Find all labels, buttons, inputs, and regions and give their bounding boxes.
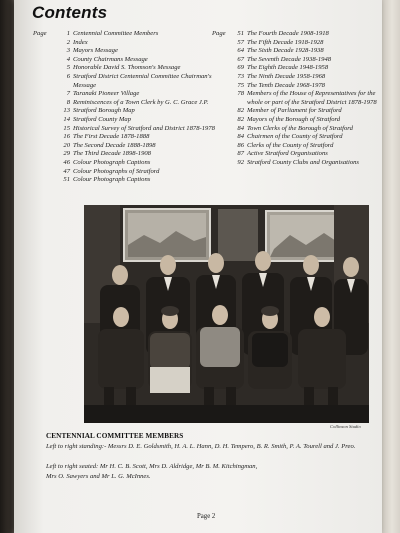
toc-entry bbox=[232, 125, 382, 134]
toc-page-label-right: Page bbox=[212, 30, 226, 37]
toc-page-label-left: Page bbox=[33, 30, 47, 37]
toc-entry bbox=[232, 116, 382, 125]
toc-entry-page: 78 bbox=[237, 90, 244, 98]
toc-entry-page: 84 bbox=[237, 124, 244, 132]
toc-entry bbox=[232, 73, 382, 82]
toc-entry-title: Reminiscences of a Town Clerk by G. C. Grace J.P. bbox=[73, 98, 209, 106]
toc-entry bbox=[58, 30, 218, 39]
toc-entry bbox=[58, 107, 218, 116]
toc-entry-title: Mayors Message bbox=[73, 47, 118, 55]
toc-entry bbox=[58, 64, 218, 73]
toc-entry bbox=[58, 99, 218, 108]
toc-entry-title: Stratford Borough Map bbox=[73, 107, 135, 115]
toc-entry-page: 13 bbox=[63, 107, 70, 115]
group-photo-illustration bbox=[84, 205, 369, 423]
toc-entry-title: The Ninth Decade 1958-1968 bbox=[247, 72, 326, 80]
toc-entry-page: 1 bbox=[66, 30, 70, 37]
toc-entry-title: The Second Decade 1888-1898 bbox=[73, 141, 156, 149]
toc-entry-title: The Sixth Decade 1928-1938 bbox=[247, 47, 324, 55]
toc-entry bbox=[58, 159, 218, 168]
toc-entry-page: 86 bbox=[237, 141, 244, 149]
toc-entry-page: 14 bbox=[63, 115, 70, 123]
toc-entry bbox=[58, 73, 218, 90]
toc-entry bbox=[58, 116, 218, 125]
toc-entry-title: Historical Survey of Stratford and District 1878-1978 bbox=[73, 124, 215, 132]
committee-group-photo bbox=[84, 205, 369, 423]
toc-entry-page: 16 bbox=[63, 133, 70, 141]
toc-entry-page: 4 bbox=[66, 55, 70, 63]
toc-entry-page: 29 bbox=[63, 150, 70, 158]
toc-entry-page: 51 bbox=[237, 30, 244, 37]
toc-entry bbox=[58, 90, 218, 99]
toc-entry-title: Stratford County Clubs and Organisations bbox=[247, 158, 359, 166]
toc-entry bbox=[232, 64, 382, 73]
toc-entry bbox=[58, 47, 218, 56]
toc-entry-page: 73 bbox=[237, 72, 244, 80]
toc-entry-page: 64 bbox=[237, 47, 244, 55]
toc-entry-title: Clerks of the County of Stratford bbox=[247, 141, 334, 149]
toc-entry-title: Colour Photograph Captions bbox=[73, 176, 151, 184]
toc-entry-page: 67 bbox=[237, 55, 244, 63]
page-number: Page 2 bbox=[197, 513, 216, 520]
toc-entry-title: Stratford District Centennial Committee Chairman's Message bbox=[73, 72, 212, 89]
toc-entry-title: The Fifth Decade 1918-1928 bbox=[247, 38, 324, 46]
toc-entry-title: The Tenth Decade 1968-1978 bbox=[247, 81, 325, 89]
toc-entry bbox=[58, 56, 218, 65]
toc-entry-title: Taranaki Pioneer Village bbox=[73, 90, 140, 98]
toc-entry-page: 84 bbox=[237, 133, 244, 141]
toc-entry bbox=[232, 133, 382, 142]
toc-entry-page: 6 bbox=[66, 72, 70, 80]
toc-list-left bbox=[58, 30, 218, 185]
toc-entry-page: 57 bbox=[237, 38, 244, 46]
toc-entry-title: The First Decade 1878-1888 bbox=[73, 133, 150, 141]
toc-entry bbox=[232, 159, 382, 168]
toc-entry-title: County Chairmans Message bbox=[73, 55, 148, 63]
toc-entry-page: 82 bbox=[237, 115, 244, 123]
toc-entry bbox=[58, 39, 218, 48]
toc-entry-title: Centennial Committee Members bbox=[73, 30, 159, 37]
toc-entry bbox=[232, 47, 382, 56]
toc-entry-title: Active Stratford Organisations bbox=[247, 150, 328, 158]
toc-entry-title: The Third Decade 1898-1908 bbox=[73, 150, 151, 158]
toc-entry-page: 82 bbox=[237, 107, 244, 115]
caption-standing: Left to right standing:- Messrs D. E. Goldsmith, H. A. L. Hann, D. H. Tempero, B. R. Smith, P. A. Tourell and J. Preo. bbox=[46, 443, 356, 450]
toc-entry bbox=[232, 56, 382, 65]
toc-entry-page: 92 bbox=[237, 158, 244, 166]
toc-entry bbox=[232, 82, 382, 91]
toc-entry bbox=[232, 30, 382, 39]
toc-entry-title: Town Clerks of the Borough of Stratford bbox=[247, 124, 353, 132]
toc-entry bbox=[58, 150, 218, 159]
toc-entry-title: Colour Photographs of Stratford bbox=[73, 167, 160, 175]
toc-entry bbox=[232, 150, 382, 159]
toc-entry-page: 46 bbox=[63, 158, 70, 166]
toc-entry-page: 75 bbox=[237, 81, 244, 89]
toc-entry-page: 69 bbox=[237, 64, 244, 72]
toc-entry-page: 15 bbox=[63, 124, 70, 132]
toc-entry bbox=[232, 90, 382, 107]
toc-entry-page: 8 bbox=[66, 98, 70, 106]
toc-entry-page: 51 bbox=[63, 176, 70, 184]
photo-credit: Collinson Studio bbox=[330, 424, 361, 429]
toc-entry-page: 2 bbox=[66, 38, 70, 46]
toc-entry-title: Stratford County Map bbox=[73, 115, 132, 123]
toc-entry bbox=[58, 125, 218, 134]
toc-entry bbox=[232, 107, 382, 116]
toc-entry-title: Honorable David S. Thomson's Message bbox=[73, 64, 181, 72]
toc-entry-title: The Fourth Decade 1908-1918 bbox=[247, 30, 329, 37]
toc-entry-title: Member of Parliament for Stratford bbox=[247, 107, 342, 115]
toc-entry-title: The Seventh Decade 1938-1948 bbox=[247, 55, 332, 63]
toc-entry bbox=[58, 168, 218, 177]
toc-entry bbox=[58, 142, 218, 151]
toc-entry-page: 7 bbox=[66, 90, 70, 98]
page-title: Contents bbox=[32, 3, 108, 22]
toc-entry-title: Members of the House of Representatives for the whole or part of the Stratford District 1878-1978 bbox=[247, 90, 377, 106]
backdrop-right-page bbox=[380, 0, 400, 533]
toc-entry-title: Index bbox=[73, 38, 88, 46]
caption-seated-line2: Mrs O. Sawyers and Mr L. G. McInnes. bbox=[46, 473, 151, 480]
toc-entry bbox=[58, 176, 218, 185]
toc-entry bbox=[58, 133, 218, 142]
toc-list-right bbox=[232, 30, 382, 168]
toc-entry-title: Mayors of the Borough of Stratford bbox=[247, 115, 341, 123]
booklet-page bbox=[14, 0, 382, 533]
toc-entry-title: Chairmen of the County of Stratford bbox=[247, 133, 343, 141]
toc-entry-page: 20 bbox=[63, 141, 70, 149]
toc-entry-page: 3 bbox=[66, 47, 70, 55]
caption-seated-line1: Left to right seated: Mr H. C. B. Scott, Mrs D. Aldridge, Mr B. M. Kitchingman, bbox=[46, 463, 258, 470]
toc-entry-page: 5 bbox=[66, 64, 70, 72]
toc-entry-title: The Eighth Decade 1948-1958 bbox=[247, 64, 329, 72]
toc-entry bbox=[232, 142, 382, 151]
toc-entry bbox=[232, 39, 382, 48]
toc-entry-page: 47 bbox=[63, 167, 70, 175]
toc-entry-title: Colour Photograph Captions bbox=[73, 158, 151, 166]
toc-entry-page: 87 bbox=[237, 150, 244, 158]
caption-heading: CENTENNIAL COMMITTEE MEMBERS bbox=[46, 432, 184, 440]
